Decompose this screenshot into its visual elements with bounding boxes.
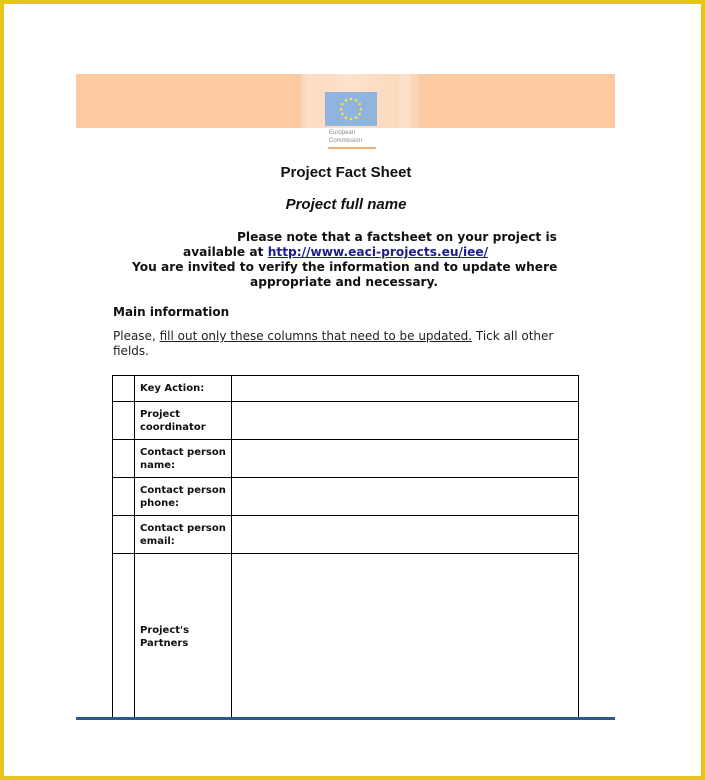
row-value-field[interactable] [232,516,579,554]
tick-cell[interactable] [113,554,135,720]
row-label: Project's Partners [135,554,232,720]
star-icon [358,103,361,106]
tick-cell[interactable] [113,376,135,402]
notice-line2-prefix: available at [183,245,268,259]
instruction-underlined: fill out only these columns that need to be updated. [159,329,473,343]
row-label: Contact person phone: [135,478,232,516]
star-icon [350,98,353,101]
instruction-prefix: Please, [113,329,160,343]
eu-flag-icon [325,92,377,126]
notice-line4: appropriate and necessary. [250,275,439,289]
table-row [113,554,579,720]
logo-text-line2: Commission [329,138,363,144]
star-icon [350,118,353,121]
bottom-rule [76,717,615,720]
table-row [113,402,579,440]
table-row [113,478,579,516]
page-title: Project Fact Sheet [280,164,412,181]
row-value-field[interactable] [232,402,579,440]
star-icon [345,99,348,102]
row-value-field[interactable] [232,554,579,720]
table-row [113,440,579,478]
row-label: Key Action: [135,376,232,402]
star-icon [360,108,363,111]
table-row [113,376,579,402]
star-icon [340,108,343,111]
logo-text-line1: European [329,130,356,136]
main-information-table [112,375,579,720]
row-label: Project coordinator [135,402,232,440]
page-subtitle: Project full name [285,196,407,213]
tick-cell[interactable] [113,516,135,554]
star-icon [355,99,358,102]
logo-text [329,129,389,145]
instruction-suffix: Tick all other fields. [113,329,554,358]
tick-cell[interactable] [113,402,135,440]
star-icon [358,113,361,116]
notice-line1: Please note that a factsheet on your project is [237,230,557,244]
logo-underline [328,147,376,149]
tick-cell[interactable] [113,440,135,478]
row-label: Contact person name: [135,440,232,478]
row-label: Contact person email: [135,516,232,554]
notice-line3: You are invited to verify the information and to update where [132,260,558,274]
star-icon [345,116,348,119]
star-icon [341,113,344,116]
instructions [113,329,583,359]
factsheet-link[interactable]: http://www.eaci-projects.eu/iee/ [267,245,489,259]
row-value-field[interactable] [232,478,579,516]
star-icon [341,103,344,106]
star-icon [355,116,358,119]
section-heading: Main information [113,305,230,319]
row-value-field[interactable] [232,376,579,402]
notice-line2 [183,245,488,260]
table-row [113,516,579,554]
row-value-field[interactable] [232,440,579,478]
tick-cell[interactable] [113,478,135,516]
